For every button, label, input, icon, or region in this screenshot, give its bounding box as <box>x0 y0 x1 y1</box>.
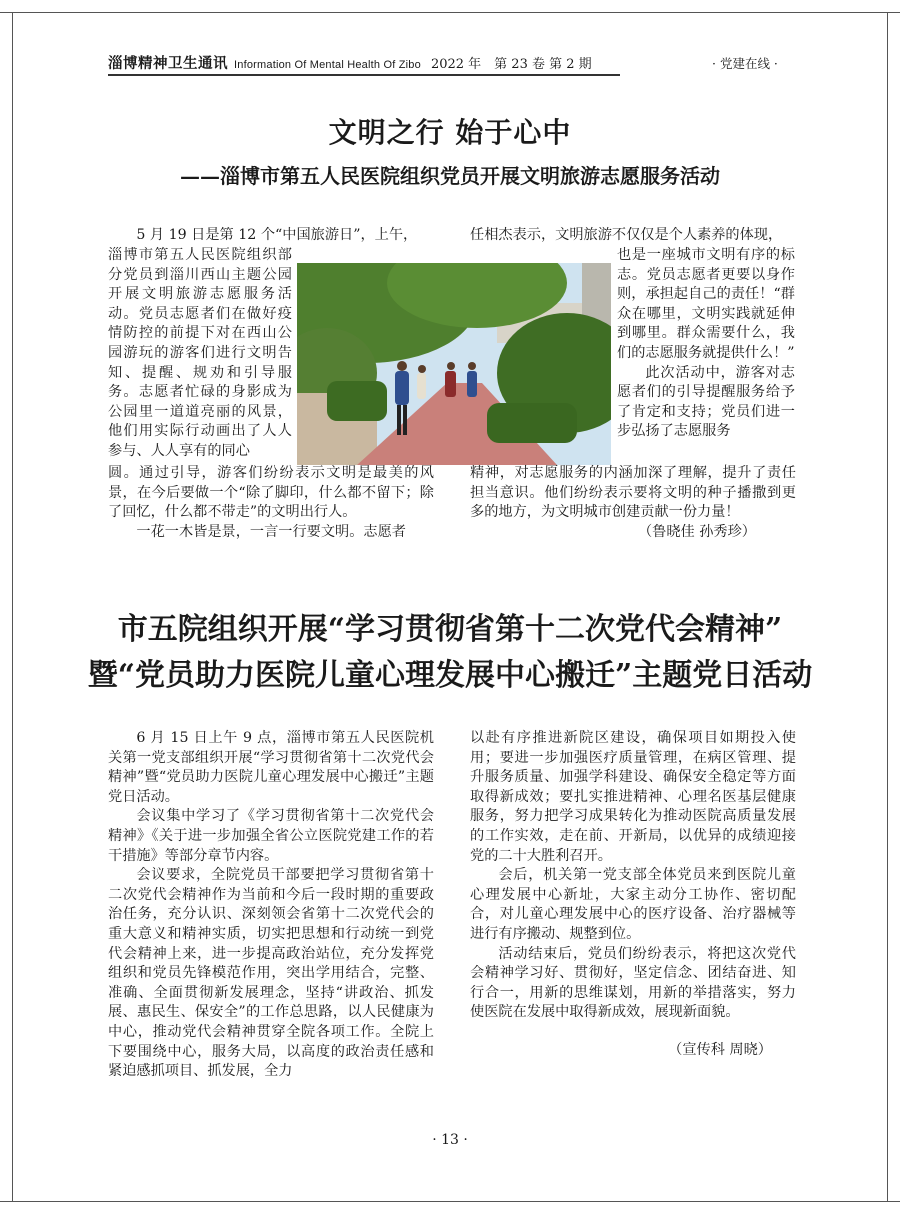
article1-right-bottom <box>470 464 796 542</box>
paragraph: 会议集中学习了《学习贯彻省第十二次党代会精神》《关于进一步加强全省公立医院党建工作的若干措施》等部分章节内容。 <box>108 808 434 864</box>
article2-title-line2: 暨“党员助力医院儿童心理发展中心搬迁”主题党日活动 <box>87 658 813 693</box>
paragraph: 活动结束后，党员们纷纷表示，将把这次党代会精神学习好、贯彻好，坚定信念、团结奋进、知行合一，用新的思维谋划，用新的举措落实，努力使医院在发展中取得新成效，展现新面貌。 <box>470 945 796 1021</box>
issue-info: 2022 年 第 23 卷 第 2 期 <box>430 57 592 72</box>
paragraph: 也是一座城市文明有序的标志。党员志愿者更要以身作则，承担起自己的责任！“群众在哪里，文明实践就延伸到哪里。群众需要什么，我们的志愿服务就提供什么！” <box>617 247 795 361</box>
page-border-top <box>0 12 900 13</box>
article2-signature: （宣传科 周晓） <box>668 1041 772 1058</box>
article1-left-bottom <box>108 464 434 542</box>
paragraph: 圆。通过引导，游客们纷纷表示文明是最美的风景，在今后要做一个“除了脚印，什么都不留下；除了回忆，什么都不带走”的文明出行人。 <box>108 465 434 521</box>
article2-right-column <box>470 729 796 1061</box>
page-border-right <box>887 12 888 1202</box>
page-border-bottom <box>0 1201 900 1202</box>
article1-left-top <box>108 226 434 246</box>
article1-signature: （鲁晓佳 孙秀珍） <box>637 523 756 540</box>
paragraph: 此次活动中，游客对志愿者们的引导提醒服务给予了肯定和支持；党员们进一步弘扬了志愿服务 <box>617 364 795 440</box>
paragraph: 精神，对志愿服务的内涵加深了理解，提升了责任担当意识。他们纷纷表示要将文明的种子播撒到更多的地方，为文明城市创建贡献一份力量！ <box>470 465 796 521</box>
article2-left-column <box>108 729 434 1082</box>
running-header <box>108 54 620 76</box>
paragraph: 一花一木皆是景，一言一行要文明。志愿者 <box>136 523 406 540</box>
article1-right-wrap <box>617 246 795 442</box>
journal-title: 淄博精神卫生通讯 <box>108 55 228 72</box>
article1-left-wrap <box>108 246 292 462</box>
page-border-left <box>12 12 13 1202</box>
section-label: · 党建在线 · <box>712 56 778 71</box>
paragraph: 以赴有序推进新院区建设，确保项目如期投入使用；要进一步加强医疗质量管理，在病区管理、提升服务质量、加强学科建设、确保安全稳定等方面取得新成效；要扎实推进精神、心理名医基层健康服务，努力把学习成果转化为推动医院高质量发展的工作实效，走在前、开新局，以优异的成绩迎接党的二十大胜利召开。 <box>470 730 796 864</box>
paragraph: 会后，机关第一党支部全体党员来到医院儿童心理发展中心新址，大家主动分工协作、密切配合，对儿童心理发展中心的医疗设备、治疗器械等进行有序搬动、规整到位。 <box>470 867 796 942</box>
paragraph: 6 月 15 日上午 9 点，淄博市第五人民医院机关第一党支部组织开展“学习贯彻省第十二次党代会精神”暨“党员助力医院儿童心理发展中心搬迁”主题党日活动。 <box>108 730 434 805</box>
paragraph: 会议要求，全院党员干部要把学习贯彻省第十二次党代会精神作为当前和今后一段时期的重要政治任务，充分认识、深刻领会省第十二次党代会的重大意义和精神实质，切实把思想和行动统一到党代会精神上来，进一步提高政治站位，充分发挥党组织和党员先锋模范作用，突出学用结合，完整、准确、全面贯彻新发展理念，坚持“讲政治、抓发展、惠民生、保安全”的工作总思路，以人民健康为中心，推动党代会精神贯穿全院各项工作。全院上下要围绕中心，服务大局，以高度的政治责任感和紧迫感抓项目、抓发展，全力 <box>108 867 434 1080</box>
article1-right-top <box>470 226 796 246</box>
article2-title-line1: 市五院组织开展“学习贯彻省第十二次党代会精神” <box>117 612 783 647</box>
volunteer-photo <box>297 263 611 465</box>
page-number: · 13 · <box>432 1132 468 1148</box>
paragraph: 任相杰表示，文明旅游不仅仅是个人素养的体现， <box>470 227 783 243</box>
article1-title: 文明之行 始于心中 <box>328 116 572 149</box>
journal-title-en: Information Of Mental Health Of Zibo <box>234 59 421 71</box>
article1-subtitle: ——淄博市第五人民医院组织党员开展文明旅游志愿服务活动 <box>180 164 720 188</box>
paragraph: 淄博市第五人民医院组织部分党员到淄川西山主题公园开展文明旅游志愿服务活动。党员志愿者们在做好疫情防控的前提下对在西山公园游玩的游客们进行文明告知、提醒、规劝和引导服务。志愿者忙碌的身影成为公园里一道道亮丽的风景，他们用实际行动画出了人人参与、人人享有的同心 <box>108 247 292 459</box>
paragraph: 5 月 19 日是第 12 个“中国旅游日”，上午， <box>136 227 418 243</box>
